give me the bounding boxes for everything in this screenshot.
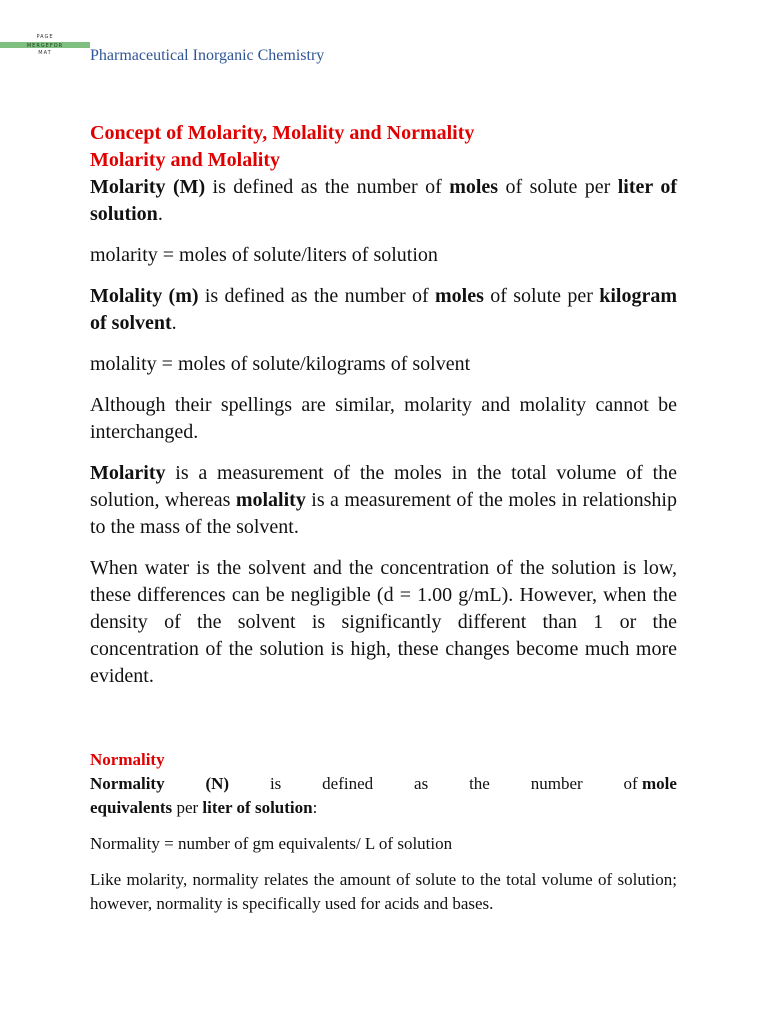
logo-line: PAGE bbox=[36, 34, 54, 40]
word-group bbox=[624, 772, 677, 796]
text: is a measurement of the moles in relationship to the mass of the solvent. bbox=[90, 489, 677, 538]
logo-line: MERGEFOR bbox=[26, 43, 64, 49]
paragraph-water: When water is the solvent and the concentration of the solution is low, these differences can be negligible (d = 1.00 g/mL). However, when the density of the solvent is significantly different than 1 or the concentration of the solution is high, these changes become much more evident. bbox=[90, 557, 677, 687]
molality-formula: molality = moles of solute/kilograms of solvent bbox=[90, 353, 471, 375]
text: of solute per bbox=[498, 176, 618, 198]
bold-text: molality bbox=[235, 489, 306, 511]
normality-heading: Normality bbox=[90, 750, 165, 769]
word: defined bbox=[322, 774, 374, 793]
paragraph-measurement bbox=[90, 460, 677, 541]
molality-definition bbox=[90, 283, 677, 337]
word: as bbox=[414, 774, 429, 793]
word: of bbox=[623, 774, 638, 793]
text: of solute per bbox=[483, 285, 600, 307]
paragraph-normality: Like molarity, normality relates the amount of solute to the total volume of solution; however, normality is specifically used for acids and bases. bbox=[90, 870, 677, 913]
text: : bbox=[312, 798, 318, 817]
normality-formula: Normality = number of gm equivalents/ L of solution bbox=[90, 834, 453, 853]
bold-text: Molarity bbox=[90, 462, 166, 484]
word: Normality bbox=[90, 774, 165, 793]
bold-text: moles bbox=[449, 176, 499, 198]
bold-text: kilogram of solvent bbox=[90, 285, 677, 334]
bold-text: equivalents bbox=[90, 798, 173, 817]
paragraph-spellings: Although their spellings are similar, molarity and molality cannot be interchanged. bbox=[90, 394, 677, 443]
definition-line bbox=[90, 796, 677, 820]
bold-text: moles bbox=[435, 285, 484, 307]
page-header-title: Pharmaceutical Inorganic Chemistry bbox=[90, 47, 325, 64]
molarity-formula: molarity = moles of solute/liters of solution bbox=[90, 244, 438, 266]
word: is bbox=[269, 774, 282, 793]
merge-format-logo bbox=[0, 34, 90, 56]
term: Molality (m) bbox=[90, 285, 199, 307]
document-body bbox=[90, 120, 677, 928]
text: is a measurement of the moles in the total volume of the solution, whereas bbox=[90, 462, 677, 511]
text: . bbox=[171, 312, 177, 334]
word: (N) bbox=[205, 774, 230, 793]
section-subheading: Molarity and Molality bbox=[90, 149, 280, 171]
text: per bbox=[172, 798, 203, 817]
molarity-definition bbox=[90, 174, 677, 228]
bold-text: liter of solution bbox=[90, 176, 677, 225]
word: number bbox=[530, 774, 583, 793]
section-heading: Concept of Molarity, Molality and Normality bbox=[90, 122, 475, 144]
term: Molarity (M) bbox=[90, 176, 206, 198]
text: is defined as the number of bbox=[205, 176, 450, 198]
logo-line: MAT bbox=[38, 50, 52, 56]
word: the bbox=[469, 774, 490, 793]
definition-line bbox=[90, 772, 677, 796]
bold-text: liter of solution bbox=[202, 798, 313, 817]
word: mole bbox=[641, 774, 677, 793]
text: . bbox=[157, 203, 163, 225]
normality-definition bbox=[90, 772, 677, 820]
text: is defined as the number of bbox=[198, 285, 436, 307]
